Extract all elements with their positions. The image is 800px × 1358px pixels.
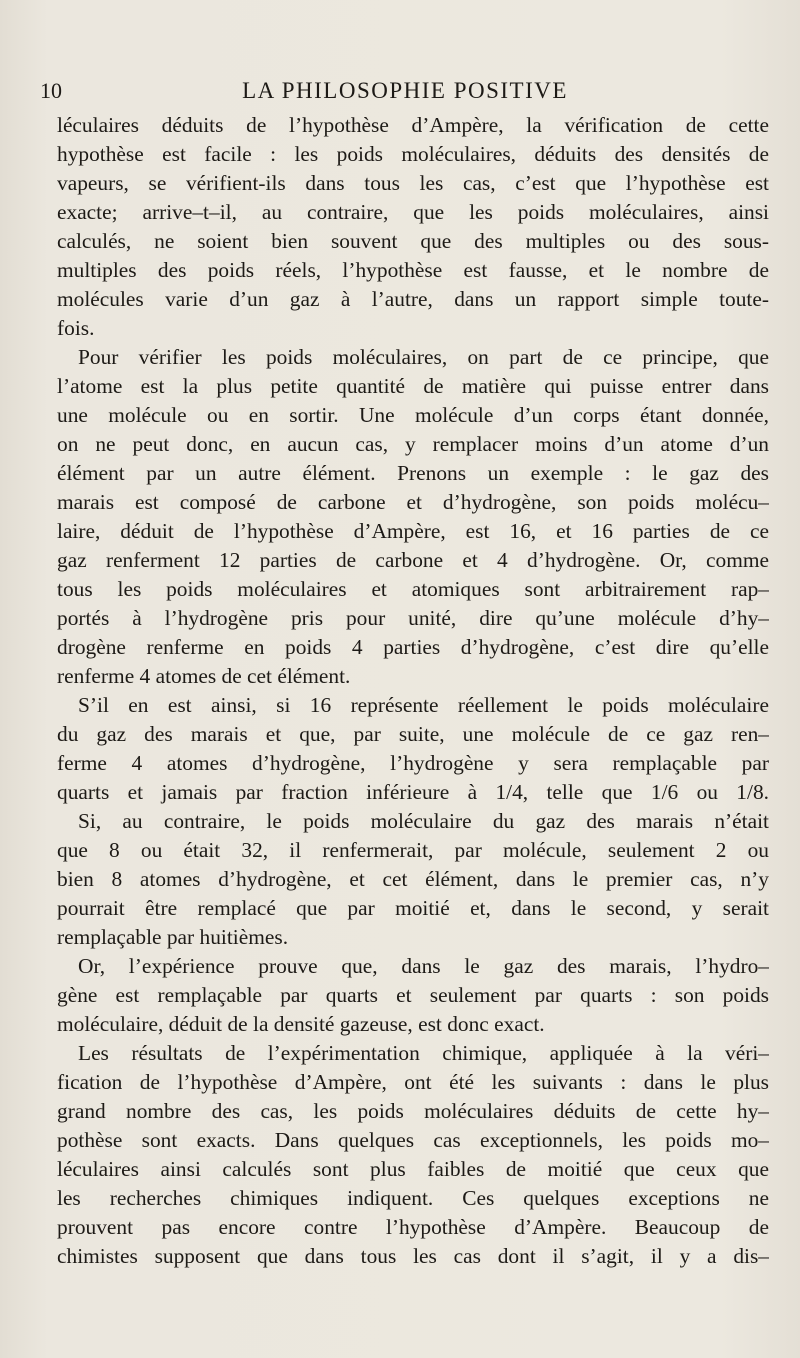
text-line: molécules varie d’un gaz à l’autre, dans un rapport simple toute- (57, 287, 769, 311)
text-line: élément par un autre élément. Prenons un exemple : le gaz des (57, 461, 769, 485)
text-line: bien 8 atomes d’hydrogène, et cet élément, dans le premier cas, n’y (57, 867, 769, 891)
text-line: du gaz des marais et que, par suite, une molécule de ce gaz ren– (57, 722, 769, 746)
text-line: gaz renferment 12 parties de carbone et 4 d’hydrogène. Or, comme (57, 548, 769, 572)
text-line: tous les poids moléculaires et atomiques sont arbitrairement rap– (57, 577, 769, 601)
text-line: hypothèse est facile : les poids moléculaires, déduits des densités de (57, 142, 769, 166)
text-line: grand nombre des cas, les poids moléculaires déduits de cette hy– (57, 1099, 769, 1123)
text-line: laire, déduit de l’hypothèse d’Ampère, est 16, et 16 parties de ce (57, 519, 769, 543)
text-line: calculés, ne soient bien souvent que des multiples ou des sous- (57, 229, 769, 253)
text-line: Or, l’expérience prouve que, dans le gaz des marais, l’hydro– (78, 954, 769, 978)
text-line: remplaçable par huitièmes. (57, 925, 289, 949)
text-line: on ne peut donc, en aucun cas, y remplacer moins d’un atome d’un (57, 432, 769, 456)
text-line: S’il en est ainsi, si 16 représente réellement le poids moléculaire (78, 693, 769, 717)
text-line: léculaires déduits de l’hypothèse d’Ampère, la vérification de cette (57, 113, 769, 137)
text-line: que 8 ou était 32, il renfermerait, par molécule, seulement 2 ou (57, 838, 769, 862)
text-line: portés à l’hydrogène pris pour unité, dire qu’une molécule d’hy– (57, 606, 769, 630)
text-line: pourrait être remplacé que par moitié et, dans le second, y serait (57, 896, 769, 920)
text-line: Si, au contraire, le poids moléculaire du gaz des marais n’était (78, 809, 769, 833)
text-line: ferme 4 atomes d’hydrogène, l’hydrogène y sera remplaçable par (57, 751, 769, 775)
text-line: moléculaire, déduit de la densité gazeuse, est donc exact. (57, 1012, 545, 1036)
text-line: fois. (57, 316, 95, 340)
body-text (57, 111, 769, 1271)
text-line: exacte; arrive–t–il, au contraire, que les poids moléculaires, ainsi (57, 200, 769, 224)
text-line: Les résultats de l’expérimentation chimique, appliquée à la véri– (78, 1041, 769, 1065)
text-line: léculaires ainsi calculés sont plus faibles de moitié que ceux que (57, 1157, 769, 1181)
text-line: renferme 4 atomes de cet élément. (57, 664, 351, 688)
text-line: gène est remplaçable par quarts et seulement par quarts : son poids (57, 983, 769, 1007)
text-line: l’atome est la plus petite quantité de matière qui puisse entrer dans (57, 374, 769, 398)
text-line: drogène renferme en poids 4 parties d’hydrogène, c’est dire qu’elle (57, 635, 769, 659)
text-line: une molécule ou en sortir. Une molécule d’un corps étant donnée, (57, 403, 769, 427)
text-line: multiples des poids réels, l’hypothèse est fausse, et le nombre de (57, 258, 769, 282)
text-line: quarts et jamais par fraction inférieure à 1/4, telle que 1/6 ou 1/8. (57, 780, 769, 804)
text-line: pothèse sont exacts. Dans quelques cas exceptionnels, les poids mo– (57, 1128, 769, 1152)
text-line: marais est composé de carbone et d’hydrogène, son poids molécu– (57, 490, 769, 514)
page-number: 10 (40, 78, 62, 103)
running-title: LA PHILOSOPHIE POSITIVE (242, 78, 568, 103)
text-line: vapeurs, se vérifient-ils dans tous les cas, c’est que l’hypothèse est (57, 171, 769, 195)
text-line: Pour vérifier les poids moléculaires, on part de ce principe, que (78, 345, 769, 369)
text-line: chimistes supposent que dans tous les cas dont il s’agit, il y a dis– (57, 1244, 769, 1268)
text-line: prouvent pas encore contre l’hypothèse d’Ampère. Beaucoup de (57, 1215, 769, 1239)
text-line: les recherches chimiques indiquent. Ces quelques exceptions ne (57, 1186, 769, 1210)
text-line: fication de l’hypothèse d’Ampère, ont été les suivants : dans le plus (57, 1070, 769, 1094)
